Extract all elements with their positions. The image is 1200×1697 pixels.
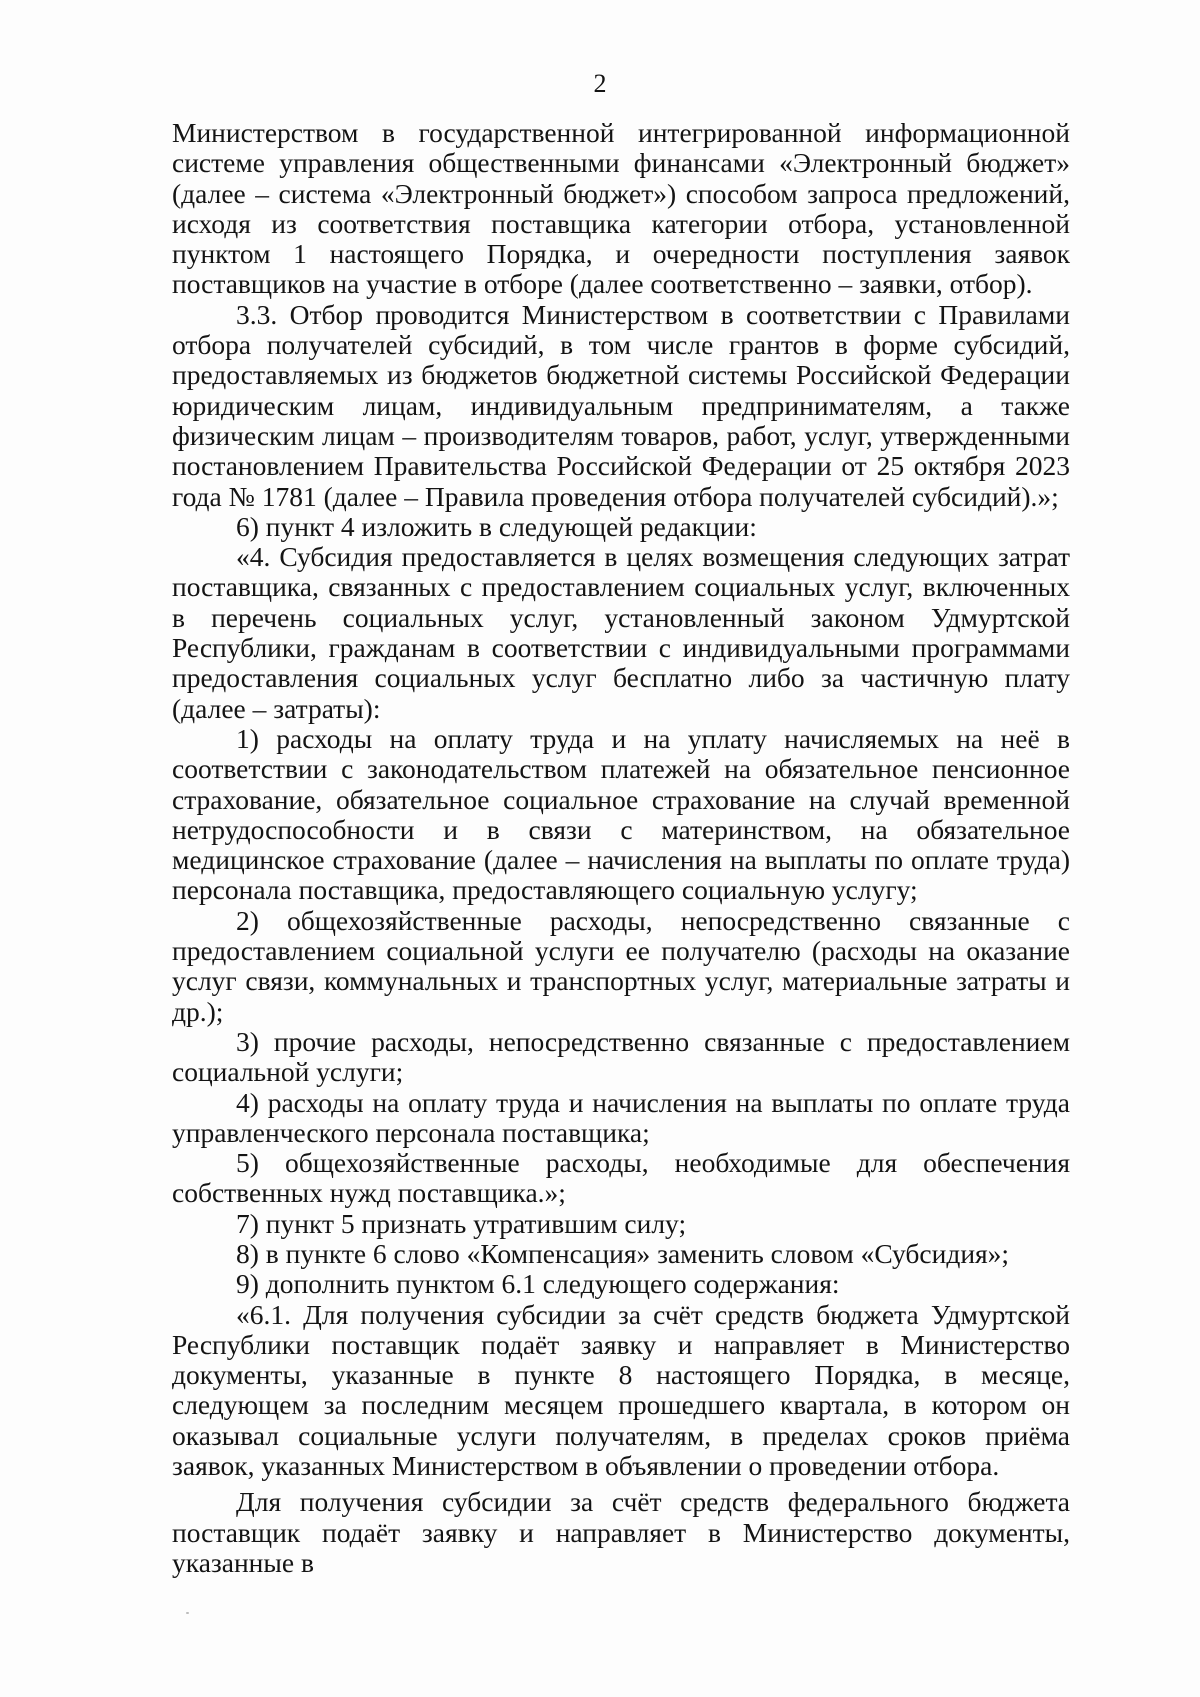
document-body (172, 118, 1070, 1578)
page-number: 2 (593, 69, 607, 98)
paragraph-subitem-3: 3) прочие расходы, непосредственно связанные с предоставлением социальной услуги; (172, 1025, 1070, 1088)
paragraph-item-7: 7) пункт 5 признать утратившим силу; (236, 1207, 687, 1239)
paragraph-continuation: Министерством в государственной интегрированной информационной системе управления общественными финансами «Электронный бюджет» (далее – система «Электронный бюджет») способом запроса предложений, исходя из соответствия поставщика категории отбора, установленной пунктом 1 настоящего Порядка, и очередности поступления заявок поставщиков на участие в отборе (далее соответственно – заявки, отбор). (172, 117, 1070, 300)
paragraph-3-3: 3.3. Отбор проводится Министерством в соответствии с Правилами отбора получателей субсидий, в том числе грантов в форме субсидий, предоставляемых из бюджетов бюджетной системы Российской Федерации юридическим лицам, индивидуальным предпринимателям, а также физическим лицам – производителям товаров, работ, услуг, утвержденными постановлением Правительства Российской Федерации от 25 октября 2023 года № 1781 (далее – Правила проведения отбора получателей субсидий).»; (172, 298, 1070, 512)
paragraph-subitem-5: 5) общехозяйственные расходы, необходимые для обеспечения собственных нужд поставщика.»; (172, 1147, 1070, 1209)
paragraph-subitem-2: 2) общехозяйственные расходы, непосредственно связанные с предоставлением социальной услуги ее получателю (расходы на оказание услуг связи, коммунальных и транспортных услуг, материальные затраты и др.); (172, 904, 1070, 1027)
paragraph-subitem-1: 1) расходы на оплату труда и на уплату начисляемых на неё в соответствии с законодательством платежей на обязательное пенсионное страхование, обязательное социальное страхование на случай временной нетрудоспособности и в связи с материнством, на обязательное медицинское страхование (далее – начисления на выплаты по оплате труда) персонала поставщика, предоставляющего социальную услугу; (172, 722, 1070, 906)
paragraph-federal-budget: Для получения субсидии за счёт средств федерального бюджета поставщик подаёт заявку и направляет в Министерство документы, указанные в (172, 1486, 1070, 1578)
paragraph-point-4: «4. Субсидия предоставляется в целях возмещения следующих затрат поставщика, связанных с предоставлением социальных услуг, включенных в перечень социальных услуг, установленный законом Удмуртской Республики, гражданам в соответствии с индивидуальными программами предоставления социальных услуг бесплатно либо за частичную плату (далее – затраты): (172, 541, 1070, 724)
scan-speck (186, 1612, 189, 1614)
paragraph-item-8: 8) в пункте 6 слово «Компенсация» заменить словом «Субсидия»; (236, 1237, 1010, 1269)
paragraph-item-6: 6) пункт 4 изложить в следующей редакции: (236, 510, 757, 542)
paragraph-point-6-1: «6.1. Для получения субсидии за счёт средств бюджета Удмуртской Республики поставщик подаёт заявку и направляет в Министерство документы, указанные в пункте 8 настоящего Порядка, в месяце, следующем за последним месяцем прошедшего квартала, в котором он оказывал социальные услуги получателям, в пределах сроков приёма заявок, указанных Министерством в объявлении о проведении отбора. (172, 1298, 1070, 1482)
paragraph-item-9: 9) дополнить пунктом 6.1 следующего содержания: (236, 1268, 840, 1300)
paragraph-subitem-4: 4) расходы на оплату труда и начисления на выплаты по оплате труда управленческого персонала поставщика; (172, 1086, 1070, 1148)
